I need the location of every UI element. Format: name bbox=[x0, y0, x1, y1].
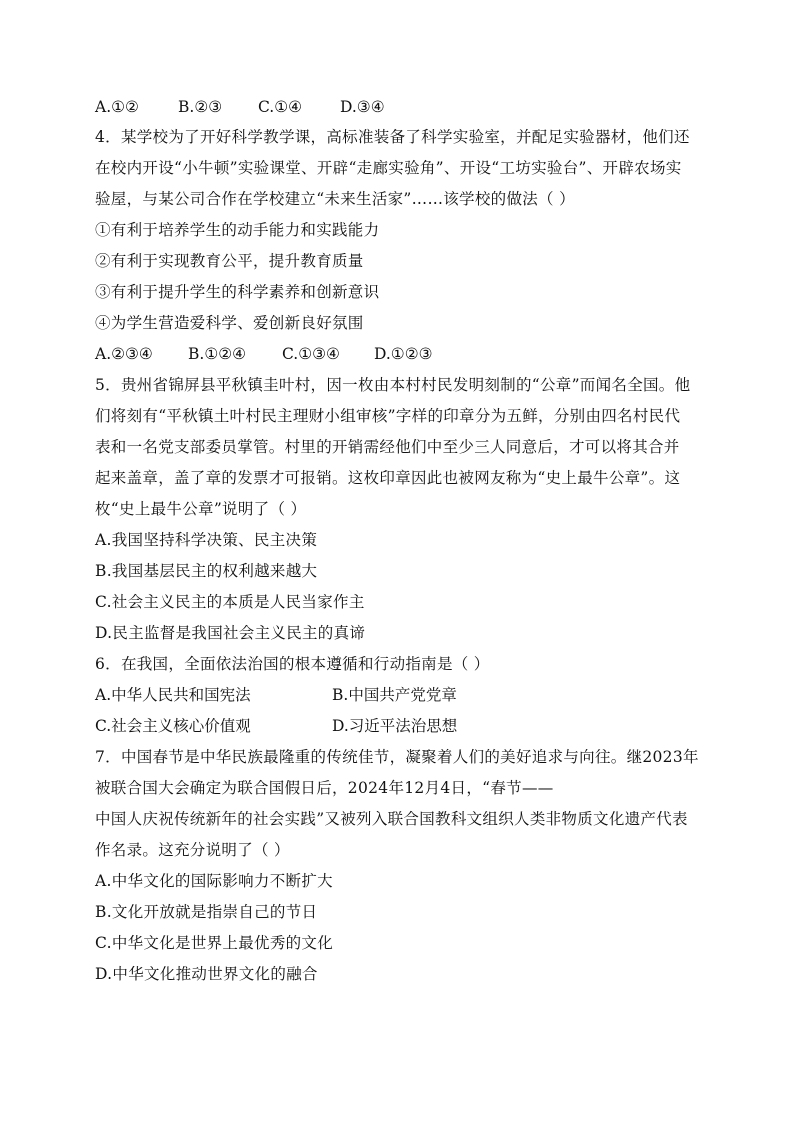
q4-option-d: D.①②③ bbox=[374, 345, 433, 363]
q4-statement-4: ④为学生营造爱科学、爱创新良好氛围 bbox=[95, 314, 364, 332]
q5-stem-line-1: 5．贵州省锦屏县平秋镇圭叶村，因一枚由本村村民发明刻制的“公章”而闻名全国。他 bbox=[95, 376, 691, 394]
q7-stem-line-3: 中国人庆祝传统新年的社会实践”又被列入联合国教科文组织人类非物质文化遗产代表 bbox=[95, 810, 688, 828]
q3-option-b: B.②③ bbox=[178, 98, 223, 116]
q3-option-d: D.③④ bbox=[340, 98, 385, 116]
q5-stem-line-3: 表和一名党支部委员掌管。村里的开销需经他们中至少三人同意后，才可以将其合并 bbox=[95, 438, 680, 456]
q4-option-a: A.②③④ bbox=[95, 345, 153, 363]
q4-stem-line-1: 4．某学校为了开好科学教学课，高标准装备了科学实验室，并配足实验器材，他们还 bbox=[95, 128, 690, 146]
q4-statement-1: ①有利于培养学生的动手能力和实践能力 bbox=[95, 221, 380, 239]
q4-option-b: B.①②④ bbox=[188, 345, 247, 363]
q7-option-b: B.文化开放就是指崇自己的节日 bbox=[95, 903, 318, 921]
q5-option-b: B.我国基层民主的权利越来越大 bbox=[95, 562, 318, 580]
q5-stem-line-5: 枚“史上最牛公章”说明了（ ） bbox=[95, 500, 307, 518]
q7-option-d: D.中华文化推动世界文化的融合 bbox=[95, 965, 318, 983]
q5-stem-line-2: 们将刻有“平秋镇土叶村民主理财小组审核”字样的印章分为五鲜，分别由四名村民代 bbox=[95, 407, 681, 425]
q5-option-c: C.社会主义民主的本质是人民当家作主 bbox=[95, 593, 365, 611]
q7-stem-line-1: 7．中国春节是中华民族最隆重的传统佳节，凝聚着人们的美好追求与向往。继2023年 bbox=[95, 748, 699, 766]
q6-option-a: A.中华人民共和国宪法 bbox=[95, 686, 251, 704]
q7-stem-line-2: 被联合国大会确定为联合国假日后，2024年12月4日，“春节—— bbox=[95, 779, 554, 797]
q4-stem-line-3: 验屋，与某公司合作在学校建立“未来生活家”……该学校的做法（ ） bbox=[95, 190, 575, 208]
q6-option-b: B.中国共产党党章 bbox=[332, 686, 457, 704]
q6-option-c: C.社会主义核心价值观 bbox=[95, 717, 251, 735]
q7-option-a: A.中华文化的国际影响力不断扩大 bbox=[95, 872, 333, 890]
q4-option-c: C.①③④ bbox=[282, 345, 340, 363]
q6-option-d: D.习近平法治思想 bbox=[332, 717, 458, 735]
q6-stem: 6．在我国，全面依法治国的根本遵循和行动指南是（ ） bbox=[95, 655, 490, 673]
q4-statement-2: ②有利于实现教育公平，提升教育质量 bbox=[95, 252, 364, 270]
q4-stem-line-2: 在校内开设“小牛顿”实验课堂、开辟“走廊实验角”、开设“工坊实验台”、开辟农场实 bbox=[95, 159, 682, 177]
q7-option-c: C.中华文化是世界上最优秀的文化 bbox=[95, 934, 334, 952]
q4-statement-3: ③有利于提升学生的科学素养和创新意识 bbox=[95, 283, 380, 301]
q5-stem-line-4: 起来盖章，盖了章的发票才可报销。这枚印章因此也被网友称为“史上最牛公章”。这 bbox=[95, 469, 681, 487]
q3-option-c: C.①④ bbox=[258, 98, 303, 116]
q7-stem-line-4: 作名录。这充分说明了（ ） bbox=[95, 841, 290, 859]
q5-option-a: A.我国坚持科学决策、民主决策 bbox=[95, 531, 318, 549]
q5-option-d: D.民主监督是我国社会主义民主的真谛 bbox=[95, 624, 366, 642]
q3-option-a: A.①② bbox=[95, 98, 139, 116]
